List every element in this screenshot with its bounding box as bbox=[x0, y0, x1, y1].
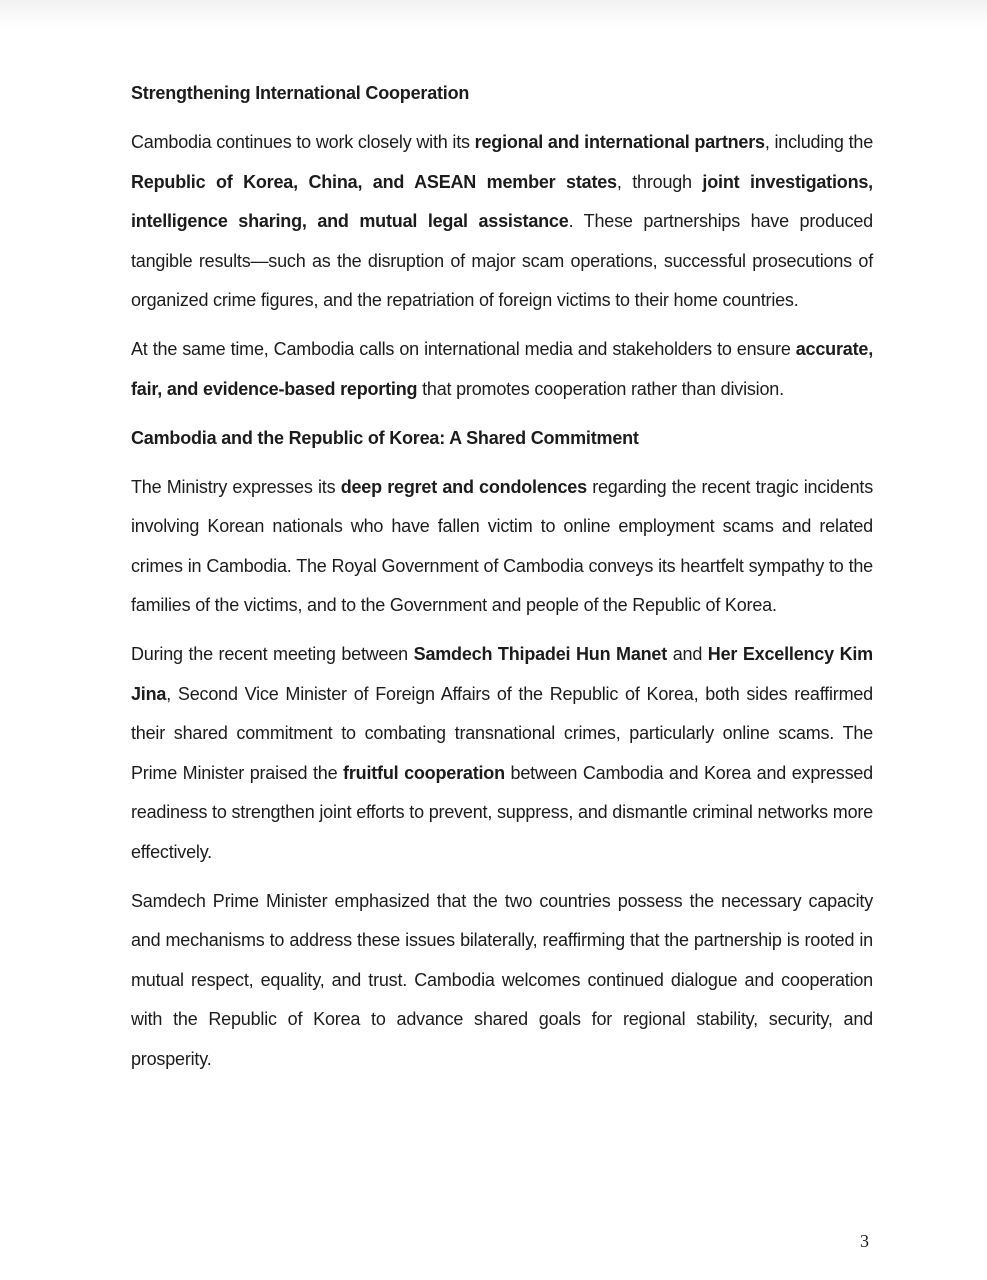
text-run: , through bbox=[616, 171, 703, 192]
bold-text-run: accurate, fair, and evidence-based reporting bbox=[131, 339, 873, 399]
paragraph-bilateral-meeting bbox=[131, 635, 873, 872]
bold-text-run: Republic of Korea, China, and ASEAN member states bbox=[131, 171, 617, 192]
text-run: and bbox=[667, 644, 708, 664]
text-run: . These partnerships have produced tangible results—such as the disruption of major scam operations, successful prosecutions of organized crime figures, and the repatriation of foreign victims to their home countries. bbox=[131, 211, 873, 310]
text-run: between Cambodia and Korea and expressed readiness to strengthen joint efforts to prevent, suppress, and dismantle criminal networks more effectively. bbox=[131, 762, 873, 862]
bold-text-run: Strengthening International Cooperation bbox=[131, 83, 470, 103]
section-heading-shared-commitment bbox=[131, 419, 873, 459]
text-run: regarding the recent tragic incidents involving Korean nationals who have fallen victim to online employment scams and related crimes in Cambodia. The Royal Government of Cambodia conveys its heartfelt sympathy to the families of the victims, and to the Government and people of the Republic of Korea. bbox=[131, 476, 873, 615]
text-run: Samdech Prime Minister emphasized that the two countries possess the necessary capacity and mechanisms to address these issues bilaterally, reaffirming that the partnership is rooted in mutual respect, equality, and trust. Cambodia welcomes continued dialogue and cooperation with the Republic of Korea to advance shared goals for regional stability, security, and prosperity. bbox=[131, 890, 873, 1069]
text-run: , including the bbox=[764, 132, 874, 152]
paragraph-media-reporting bbox=[131, 330, 873, 409]
bold-text-run: fruitful cooperation bbox=[343, 762, 505, 783]
text-run: The Ministry expresses its bbox=[131, 476, 341, 497]
text-run: , Second Vice Minister of Foreign Affairs of the Republic of Korea, both sides reaffirmed their shared commitment to combating transnational crimes, particularly online scams. The Prime Minister praised the bbox=[131, 683, 873, 783]
page-number: 3 bbox=[860, 1231, 869, 1251]
text-run: During the recent meeting between bbox=[131, 644, 414, 664]
bold-text-run: deep regret and condolences bbox=[340, 476, 587, 497]
bold-text-run: regional and international partners bbox=[474, 132, 765, 152]
text-run: Cambodia continues to work closely with its bbox=[131, 132, 475, 152]
text-run: At the same time, Cambodia calls on international media and stakeholders to ensure bbox=[131, 339, 796, 359]
bold-text-run: joint investigations, intelligence sharing, and mutual legal assistance bbox=[131, 171, 873, 231]
paragraph-partnerships bbox=[131, 123, 873, 321]
text-run: that promotes cooperation rather than division. bbox=[417, 378, 784, 399]
paragraph-prime-minister-emphasis bbox=[131, 882, 873, 1080]
document-body bbox=[131, 74, 873, 1089]
section-heading-international-cooperation bbox=[131, 74, 873, 114]
bold-text-run: Cambodia and the Republic of Korea: A Shared Commitment bbox=[131, 427, 639, 448]
bold-text-run: Her Excellency Kim Jina bbox=[131, 644, 873, 704]
paragraph-condolences bbox=[131, 468, 873, 626]
page-top-scan-shading bbox=[0, 0, 987, 30]
bold-text-run: Samdech Thipadei Hun Manet bbox=[413, 644, 668, 664]
